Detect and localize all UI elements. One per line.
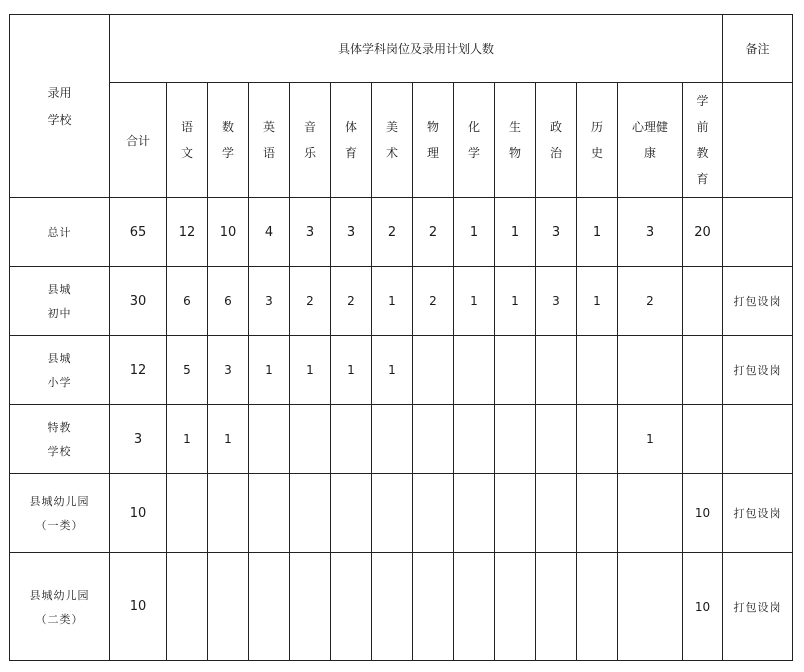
subject-count-cell: 10 (208, 198, 249, 267)
subject-count-cell: 4 (249, 198, 290, 267)
subject-count-cell (249, 405, 290, 474)
remark-cell: 打包设岗 (723, 553, 793, 661)
school-name-line1: 县城 (47, 352, 72, 365)
table-row (10, 474, 793, 553)
subject-count-cell (536, 405, 577, 474)
subject-count-cell (167, 553, 208, 661)
subject-count-cell (454, 474, 495, 553)
remark-cell: 打包设岗 (723, 474, 793, 553)
subject-count-cell: 2 (372, 198, 413, 267)
subject-count-cell: 6 (167, 267, 208, 336)
subject-count-cell: 5 (167, 336, 208, 405)
subject-header (577, 83, 618, 198)
subject-header (454, 83, 495, 198)
preschool-count-cell: 10 (683, 474, 723, 553)
subject-count-cell: 2 (331, 267, 372, 336)
subject-count-cell: 1 (372, 336, 413, 405)
remark-cell (723, 198, 793, 267)
subject-count-cell: 3 (290, 198, 331, 267)
school-name-line1: 特教 (47, 421, 72, 434)
school-cell (10, 553, 110, 661)
school-name-line1: 县城幼儿园 (29, 588, 90, 602)
remark-cell (723, 405, 793, 474)
subject-header-line1: 数 (221, 120, 234, 134)
subject-count-cell (372, 405, 413, 474)
school-name-line2: 小学 (47, 376, 72, 389)
subject-count-cell: 2 (413, 198, 454, 267)
subject-header-line2: 治 (549, 146, 562, 160)
school-header-cell (10, 15, 110, 198)
subject-count-cell: 1 (208, 405, 249, 474)
row-total-cell: 12 (110, 336, 167, 405)
subject-count-cell: 1 (618, 405, 683, 474)
group-header: 具体学科岗位及录用计划人数 (110, 15, 723, 83)
subject-count-cell: 3 (618, 198, 683, 267)
subject-count-cell: 3 (249, 267, 290, 336)
subject-header-line2: 语 (262, 146, 275, 160)
subject-header-line2: 物 (508, 146, 521, 160)
subject-count-cell: 1 (249, 336, 290, 405)
subject-header-line1: 生 (508, 120, 521, 134)
subject-count-cell (372, 474, 413, 553)
subject-header-line1: 政 (549, 120, 562, 134)
row-total-cell: 3 (110, 405, 167, 474)
school-cell (10, 336, 110, 405)
subject-count-cell: 1 (577, 198, 618, 267)
subject-count-cell (413, 474, 454, 553)
subject-count-cell (331, 474, 372, 553)
subject-header-line1: 历 (590, 120, 603, 134)
remark-cell: 打包设岗 (723, 336, 793, 405)
subject-header-line1: 体 (344, 120, 357, 134)
subject-count-cell (618, 474, 683, 553)
school-cell (10, 267, 110, 336)
recruitment-plan-table (9, 14, 793, 661)
subject-count-cell: 2 (290, 267, 331, 336)
subject-count-cell: 3 (536, 267, 577, 336)
subject-count-cell: 1 (495, 198, 536, 267)
subject-count-cell (249, 553, 290, 661)
preschool-count-cell (683, 336, 723, 405)
subject-count-cell (618, 553, 683, 661)
subject-header (208, 83, 249, 198)
subject-count-cell (331, 405, 372, 474)
subject-header-line1: 物 (426, 120, 439, 134)
subject-header-line1: 美 (385, 120, 398, 134)
subject-count-cell (249, 474, 290, 553)
subject-count-cell: 1 (167, 405, 208, 474)
subject-count-cell (167, 474, 208, 553)
subject-header-line2: 乐 (303, 146, 316, 160)
subject-header-line1: 语 (180, 120, 193, 134)
subject-header-line2: 学 (467, 146, 480, 160)
subject-count-cell: 3 (208, 336, 249, 405)
subject-header-line2: 史 (590, 146, 603, 160)
subject-count-cell (331, 553, 372, 661)
preschool-header-char: 前 (696, 120, 709, 134)
remark-cell: 打包设岗 (723, 267, 793, 336)
preschool-header-char: 育 (696, 172, 709, 186)
table-row (10, 198, 793, 267)
remark-header-blank (723, 83, 793, 198)
subject-count-cell: 1 (454, 267, 495, 336)
subject-count-cell: 1 (372, 267, 413, 336)
subject-count-cell (290, 474, 331, 553)
table-row (10, 553, 793, 661)
subject-header (495, 83, 536, 198)
subject-count-cell (495, 553, 536, 661)
subject-count-cell (454, 553, 495, 661)
subject-header-line2: 理 (426, 146, 439, 160)
preschool-count-cell: 20 (683, 198, 723, 267)
subject-count-cell (536, 474, 577, 553)
subject-header-line1: 英 (262, 120, 275, 134)
subject-count-cell (536, 336, 577, 405)
subject-count-cell: 6 (208, 267, 249, 336)
subject-count-cell (495, 474, 536, 553)
subject-count-cell (577, 474, 618, 553)
school-header-line1: 录用 (47, 86, 72, 100)
subject-header (618, 83, 683, 198)
subject-header (372, 83, 413, 198)
preschool-header-char: 教 (696, 146, 709, 160)
subject-count-cell (413, 405, 454, 474)
subject-count-cell (577, 553, 618, 661)
school-name-line2: 学校 (47, 445, 72, 458)
subject-count-cell (372, 553, 413, 661)
subject-header-line2: 文 (180, 146, 193, 160)
school-header-line2: 学校 (47, 113, 72, 127)
subject-count-cell (413, 553, 454, 661)
school-cell (10, 405, 110, 474)
school-name-line2: （二类） (35, 612, 84, 626)
subject-header (290, 83, 331, 198)
subject-header-line2: 学 (221, 146, 234, 160)
subject-header-line2: 术 (385, 146, 398, 160)
subject-count-cell: 1 (577, 267, 618, 336)
school-name-line1: 县城 (47, 283, 72, 296)
subject-header (167, 83, 208, 198)
preschool-count-cell (683, 267, 723, 336)
subject-header (413, 83, 454, 198)
header-row-group (10, 15, 793, 83)
subject-count-cell: 3 (536, 198, 577, 267)
subject-count-cell (290, 553, 331, 661)
preschool-count-cell (683, 405, 723, 474)
subject-header-line1: 音 (303, 120, 316, 134)
subject-count-cell: 3 (331, 198, 372, 267)
school-cell (10, 474, 110, 553)
table-row (10, 267, 793, 336)
row-total-cell: 10 (110, 553, 167, 661)
subject-header-line1: 化 (467, 120, 480, 134)
header-row-subjects (10, 83, 793, 198)
subject-count-cell (577, 336, 618, 405)
subject-count-cell: 1 (495, 267, 536, 336)
preschool-header (683, 83, 723, 198)
subject-header-line2: 康 (643, 146, 656, 160)
row-total-cell: 10 (110, 474, 167, 553)
subject-count-cell (454, 405, 495, 474)
subject-count-cell (413, 336, 454, 405)
subject-header-line2: 育 (344, 146, 357, 160)
subject-count-cell: 2 (618, 267, 683, 336)
subject-count-cell: 12 (167, 198, 208, 267)
subject-count-cell: 1 (290, 336, 331, 405)
preschool-header-char: 学 (696, 94, 709, 108)
subject-count-cell (618, 336, 683, 405)
subject-count-cell (290, 405, 331, 474)
row-total-cell: 65 (110, 198, 167, 267)
school-name-line2: 初中 (47, 307, 72, 320)
school-name-line1: 总计 (47, 226, 72, 239)
preschool-count-cell: 10 (683, 553, 723, 661)
subject-count-cell (536, 553, 577, 661)
subject-count-cell (208, 474, 249, 553)
subject-count-cell (454, 336, 495, 405)
row-total-cell: 30 (110, 267, 167, 336)
table-row (10, 336, 793, 405)
remark-header: 备注 (723, 15, 793, 83)
table-row (10, 405, 793, 474)
subject-header (331, 83, 372, 198)
subject-count-cell: 2 (413, 267, 454, 336)
subject-count-cell: 1 (331, 336, 372, 405)
subject-count-cell: 1 (454, 198, 495, 267)
subject-count-cell (577, 405, 618, 474)
subject-header (536, 83, 577, 198)
subject-count-cell (495, 405, 536, 474)
school-cell (10, 198, 110, 267)
subject-header (249, 83, 290, 198)
subject-header-line1: 心理健 (631, 120, 668, 134)
subject-count-cell (208, 553, 249, 661)
subject-count-cell (495, 336, 536, 405)
school-name-line2: （一类） (35, 519, 84, 532)
school-name-line1: 县城幼儿园 (29, 495, 90, 508)
total-column-header: 合计 (110, 83, 167, 198)
